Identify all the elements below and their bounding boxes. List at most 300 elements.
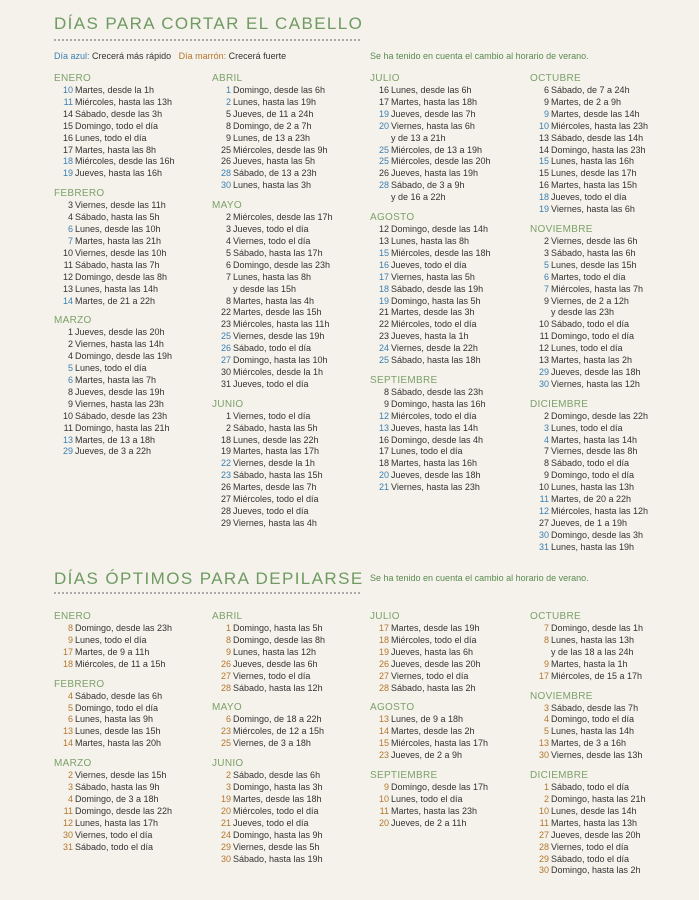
- entry-text: Jueves, hasta las 19h: [391, 168, 479, 179]
- month-heading: MARZO: [54, 315, 92, 327]
- calendar-entry: [54, 85, 214, 97]
- entry-text: Lunes, hasta las 13h: [551, 634, 635, 645]
- day-number: 9: [225, 132, 231, 143]
- month-heading: ABRIL: [212, 73, 243, 84]
- calendar-entry: [54, 782, 214, 794]
- day-number: 3: [225, 224, 231, 235]
- calendar-entry: [530, 168, 690, 180]
- day-number: 8: [67, 386, 73, 397]
- entry-text: Martes, de 2 a 9h: [551, 96, 622, 107]
- month-heading: SEPTIEMBRE: [370, 374, 438, 386]
- entry-text: Domingo, hasta las 21h: [551, 793, 646, 804]
- entry-text: Viernes, todo el día: [391, 670, 469, 681]
- day-number: 26: [220, 482, 231, 493]
- calendar-entry: [212, 423, 372, 435]
- calendar-entry: [54, 659, 214, 671]
- entry-text: Domingo, hasta las 10h: [233, 355, 328, 366]
- calendar-entry: [530, 145, 690, 157]
- day-number: 10: [538, 319, 549, 330]
- day-number: 22: [220, 307, 231, 318]
- month-heading: FEBRERO: [54, 188, 105, 200]
- calendar-entry: [212, 168, 372, 180]
- entry-text: Lunes, desde las 15h: [75, 726, 161, 737]
- entry-text: Jueves, todo el día: [233, 378, 309, 389]
- calendar-entry: [212, 794, 372, 806]
- entry-text: Lunes, todo el día: [75, 363, 147, 374]
- entry-text: Lunes, todo el día: [75, 634, 147, 645]
- day-number: 19: [220, 793, 231, 804]
- entry-text: Martes, de 9 a 11h: [75, 646, 150, 657]
- calendar-entry: [530, 482, 690, 494]
- month-heading: MAYO: [212, 702, 242, 714]
- calendar-entry: [370, 355, 530, 367]
- section1-column-3: [370, 73, 530, 494]
- calendar-entry: [530, 703, 690, 715]
- day-number: 27: [220, 355, 231, 366]
- day-number: 13: [62, 726, 73, 737]
- entry-text: Martes, hasta las 21h: [75, 235, 162, 246]
- day-number: 2: [67, 770, 73, 781]
- calendar-entry: [530, 331, 690, 343]
- entry-text: Viernes, todo el día: [233, 670, 311, 681]
- entry-text: Miércoles, hasta las 17h: [391, 738, 489, 749]
- calendar-entry: [370, 248, 530, 260]
- day-number: 4: [67, 690, 73, 701]
- entry-text: Miércoles, desde las 9h: [233, 144, 328, 155]
- day-number: 1: [225, 410, 231, 421]
- day-number: 30: [538, 865, 549, 876]
- entry-text: Sábado, hasta las 18h: [391, 355, 481, 366]
- day-number: 30: [538, 750, 549, 761]
- day-number: 23: [378, 750, 389, 761]
- day-number: 25: [220, 738, 231, 749]
- calendar-entry: [530, 659, 690, 671]
- calendar-entry: [530, 411, 690, 423]
- entry-text: Domingo, hasta las 5h: [233, 623, 323, 633]
- calendar-entry: [212, 379, 372, 391]
- entry-text: Domingo, de 3 a 18h: [75, 793, 159, 804]
- calendar-entry: [370, 806, 530, 818]
- day-number: 5: [543, 726, 549, 737]
- calendar-entry: [370, 818, 530, 830]
- day-number: 13: [538, 132, 549, 143]
- entry-text: Lunes, de 13 a 23h: [233, 132, 311, 143]
- entry-text: Domingo, de 2 a 7h: [233, 120, 312, 131]
- calendar-entry: [530, 133, 690, 145]
- entry-text: Jueves, desde las 7h: [391, 108, 476, 119]
- entry-text: Domingo, hasta las 23h: [551, 144, 646, 155]
- calendar-entry: [530, 260, 690, 272]
- entry-text: Sábado, hasta las 12h: [233, 682, 323, 693]
- month-heading: MAYO: [212, 200, 242, 212]
- day-number: 31: [62, 841, 73, 852]
- calendar-entry: [370, 635, 530, 647]
- calendar-entry: [212, 446, 372, 458]
- calendar-entry: [370, 482, 530, 494]
- day-number: 6: [543, 271, 549, 282]
- entry-text: Viernes, desde la 1h: [233, 458, 315, 469]
- entry-text: Sábado, desde las 23h: [391, 386, 484, 397]
- calendar-entry: [54, 842, 214, 854]
- calendar-entry: [54, 703, 214, 715]
- day-number: 11: [63, 96, 73, 107]
- entry-text: Miércoles, de 15 a 17h: [551, 670, 643, 681]
- day-number: 29: [220, 517, 231, 528]
- day-number: 7: [225, 271, 231, 282]
- entry-text: Domingo, desde las 6h: [233, 85, 326, 95]
- calendar-entry: [212, 260, 372, 272]
- day-number: 22: [220, 458, 231, 469]
- day-number: 6: [67, 224, 73, 235]
- entry-text: Martes, hasta las 8h: [75, 144, 157, 155]
- entry-text: Lunes, hasta las 19h: [233, 96, 317, 107]
- calendar-entry: [370, 331, 530, 343]
- calendar-entry: [54, 363, 214, 375]
- entry-text: Miércoles, desde las 16h: [75, 156, 175, 167]
- calendar-entry: [370, 260, 530, 272]
- day-number: 15: [538, 168, 549, 179]
- entry-text: Jueves, desde las 20h: [551, 829, 641, 840]
- calendar-entry: [530, 782, 690, 794]
- calendar-entry: [212, 782, 372, 794]
- month-heading: DICIEMBRE: [530, 770, 589, 782]
- calendar-entry: [54, 714, 214, 726]
- calendar-entry: [370, 272, 530, 284]
- calendar-entry: [54, 446, 214, 458]
- calendar-entry: [212, 319, 372, 331]
- calendar-entry: [212, 854, 372, 866]
- entry-text: y desde las 23h: [551, 307, 615, 318]
- calendar-entry: [530, 109, 690, 121]
- legend-brown-label: Día marrón:: [178, 51, 227, 61]
- month-heading: JUNIO: [212, 398, 244, 410]
- section1-note: Se ha tenido en cuenta el cambio al horario de verano.: [370, 51, 589, 61]
- month-heading: AGOSTO: [370, 702, 415, 714]
- entry-text: Martes, de 21 a 22h: [75, 295, 156, 306]
- day-number: 4: [543, 714, 549, 725]
- day-number: 25: [378, 355, 389, 366]
- entry-text: Miércoles, todo el día: [391, 410, 477, 421]
- day-number: 14: [62, 108, 73, 119]
- day-number: 13: [378, 235, 389, 246]
- calendar-entry: [212, 671, 372, 683]
- entry-text: Martes, hasta las 23h: [391, 805, 478, 816]
- day-number: 9: [543, 470, 549, 481]
- day-number: 4: [225, 235, 231, 246]
- day-number: 18: [220, 434, 231, 445]
- month-heading: ENERO: [54, 73, 92, 84]
- calendar-entry: [370, 750, 530, 762]
- day-number: 5: [67, 702, 73, 713]
- entry-text: Viernes, desde las 10h: [75, 247, 167, 258]
- calendar-entry: [370, 284, 530, 296]
- day-number: 11: [539, 817, 549, 828]
- day-number: 9: [543, 295, 549, 306]
- calendar-entry: [212, 156, 372, 168]
- calendar-entry: [530, 854, 690, 866]
- calendar-entry: [370, 307, 530, 319]
- day-number: 28: [220, 168, 231, 179]
- calendar-entry: [54, 97, 214, 109]
- day-number: 2: [543, 410, 549, 421]
- day-number: 25: [220, 144, 231, 155]
- calendar-entry: [370, 156, 530, 168]
- calendar-entry: [370, 97, 530, 109]
- day-number: 1: [543, 782, 549, 793]
- day-number: 6: [543, 85, 549, 95]
- day-number: 2: [543, 793, 549, 804]
- day-number: 19: [378, 295, 389, 306]
- day-number: 28: [538, 841, 549, 852]
- entry-text: Sábado, desde las 6h: [75, 690, 163, 701]
- day-number: 5: [225, 108, 231, 119]
- entry-text: Jueves, desde las 18h: [391, 470, 481, 481]
- calendar-entry: [54, 691, 214, 703]
- calendar-entry: [530, 379, 690, 391]
- calendar-entry: [212, 296, 372, 308]
- day-number: 18: [62, 658, 73, 669]
- day-number: 11: [379, 805, 389, 816]
- entry-text: Martes, desde las 14h: [551, 108, 640, 119]
- month-heading: ENERO: [54, 611, 92, 622]
- entry-text: Viernes, hasta las 23h: [75, 398, 164, 409]
- calendar-entry: [530, 542, 690, 554]
- day-number: 8: [543, 458, 549, 469]
- day-number: 20: [220, 805, 231, 816]
- day-number: 27: [538, 829, 549, 840]
- entry-text: Lunes, de 9 a 18h: [391, 714, 464, 725]
- entry-text: Sábado, hasta las 5h: [75, 212, 160, 223]
- entry-text: Sábado, desde las 6h: [233, 770, 321, 781]
- day-number: 23: [220, 470, 231, 481]
- calendar-entry: [212, 683, 372, 695]
- calendar-entry: [530, 842, 690, 854]
- calendar-entry: [530, 806, 690, 818]
- day-number: 13: [538, 738, 549, 749]
- entry-text: Domingo, desde las 23h: [75, 623, 173, 633]
- day-number: 28: [220, 506, 231, 516]
- calendar-entry: [54, 168, 214, 180]
- day-number: 3: [67, 200, 73, 211]
- entry-text: Jueves, de 2 a 11h: [391, 817, 467, 828]
- entry-text: Domingo, todo el día: [551, 470, 635, 481]
- month-heading: DICIEMBRE: [530, 398, 589, 410]
- calendar-entry: [212, 458, 372, 470]
- entry-text: Jueves, desde las 20h: [75, 327, 165, 338]
- entry-text: Lunes, desde las 10h: [75, 224, 161, 235]
- entry-text: Viernes, todo el día: [233, 410, 311, 421]
- calendar-entry: [212, 726, 372, 738]
- calendar-entry: [370, 296, 530, 308]
- calendar-entry: [370, 714, 530, 726]
- day-number: 21: [220, 817, 231, 828]
- day-number: 6: [67, 714, 73, 725]
- entry-text: Martes, hasta las 14h: [551, 434, 638, 445]
- entry-text: Sábado, todo el día: [551, 319, 630, 330]
- entry-text: Lunes, hasta las 19h: [551, 541, 635, 552]
- calendar-entry: [54, 794, 214, 806]
- day-number: 29: [538, 366, 549, 377]
- entry-text: Viernes, desde las 15h: [75, 770, 167, 781]
- calendar-entry: [212, 133, 372, 145]
- entry-text: Martes, desde la 1h: [75, 85, 155, 95]
- day-number: 15: [538, 156, 549, 167]
- calendar-entry: [370, 458, 530, 470]
- calendar-entry: [370, 435, 530, 447]
- month-heading: JULIO: [370, 73, 400, 84]
- calendar-entry: [212, 284, 372, 296]
- entry-text: Domingo, desde las 8h: [75, 271, 168, 282]
- calendar-entry: [54, 339, 214, 351]
- entry-text: Miércoles, desde las 17h: [233, 212, 333, 223]
- section2-divider: [54, 592, 360, 594]
- entry-text: Sábado, desde las 23h: [75, 410, 168, 421]
- day-number: 28: [378, 180, 389, 191]
- day-number: 12: [378, 410, 389, 421]
- entry-text: Martes, hasta las 18h: [391, 96, 478, 107]
- entry-text: Jueves, todo el día: [551, 192, 627, 203]
- day-number: 27: [378, 670, 389, 681]
- day-number: 17: [378, 446, 389, 457]
- entry-text: Sábado, todo el día: [551, 782, 630, 793]
- entry-text: Martes, hasta las 15h: [551, 180, 638, 191]
- month-heading: OCTUBRE: [530, 611, 581, 622]
- month-heading: JUNIO: [212, 758, 244, 770]
- calendar-entry: [530, 435, 690, 447]
- day-number: 1: [225, 623, 231, 633]
- day-number: 4: [543, 434, 549, 445]
- calendar-entry: [212, 482, 372, 494]
- day-number: 14: [538, 144, 549, 155]
- entry-text: Jueves, desde las 20h: [391, 658, 481, 669]
- day-number: 16: [378, 434, 389, 445]
- day-number: 30: [538, 529, 549, 540]
- month-heading: AGOSTO: [370, 212, 415, 224]
- entry-text: Jueves, todo el día: [233, 506, 309, 516]
- section1-divider: [54, 39, 360, 41]
- calendar-entry: [370, 794, 530, 806]
- day-number: 19: [220, 446, 231, 457]
- section2-column-1: [54, 611, 214, 854]
- day-number: 24: [378, 343, 389, 354]
- entry-text: Miércoles, todo el día: [391, 319, 477, 330]
- day-number: 2: [225, 96, 231, 107]
- calendar-entry: [370, 659, 530, 671]
- day-number: 5: [543, 259, 549, 270]
- month-heading: JULIO: [370, 611, 400, 622]
- entry-text: Lunes, hasta las 13h: [551, 482, 635, 493]
- day-number: 7: [543, 446, 549, 457]
- calendar-entry: [530, 284, 690, 296]
- day-number: 9: [383, 782, 389, 793]
- day-number: 19: [62, 168, 73, 179]
- calendar-entry: [212, 212, 372, 224]
- day-number: 8: [543, 634, 549, 645]
- entry-text: Lunes, hasta las 8h: [391, 235, 470, 246]
- day-number: 10: [538, 482, 549, 493]
- calendar-entry: [370, 109, 530, 121]
- entry-text: Domingo, desde las 14h: [391, 224, 489, 235]
- day-number: 11: [63, 805, 73, 816]
- entry-text: Domingo, desde las 23h: [233, 259, 331, 270]
- calendar-entry: [54, 272, 214, 284]
- entry-text: Jueves, hasta las 5h: [233, 156, 316, 167]
- calendar-entry: [212, 224, 372, 236]
- day-number: 26: [378, 168, 389, 179]
- day-number: 15: [378, 247, 389, 258]
- day-number: 8: [225, 120, 231, 131]
- calendar-entry: [530, 818, 690, 830]
- calendar-entry: [370, 145, 530, 157]
- day-number: 12: [62, 271, 73, 282]
- entry-text: Domingo, desde las 19h: [75, 351, 173, 362]
- entry-text: Miércoles, hasta las 23h: [551, 120, 649, 131]
- calendar-entry: [370, 683, 530, 695]
- day-number: 8: [67, 623, 73, 633]
- day-number: 15: [378, 738, 389, 749]
- calendar-entry: [212, 121, 372, 133]
- entry-text: Jueves, desde las 18h: [551, 366, 641, 377]
- day-number: 19: [378, 646, 389, 657]
- day-number: 28: [220, 682, 231, 693]
- legend-blue-text: Crecerá más rápido: [92, 51, 172, 61]
- entry-text: Lunes, desde las 14h: [551, 805, 637, 816]
- legend-blue-label: Día azul:: [54, 51, 90, 61]
- day-number: 4: [67, 793, 73, 804]
- calendar-entry: [530, 506, 690, 518]
- day-number: 26: [220, 658, 231, 669]
- calendar-entry: [212, 506, 372, 518]
- calendar-entry: [530, 204, 690, 216]
- calendar-entry: [54, 623, 214, 635]
- entry-text: Viernes, hasta las 12h: [551, 378, 640, 389]
- day-number: 6: [225, 259, 231, 270]
- entry-text: Jueves, desde las 6h: [233, 658, 318, 669]
- day-number: 7: [67, 235, 73, 246]
- calendar-entry: [212, 518, 372, 530]
- calendar-entry: [54, 726, 214, 738]
- calendar-entry: [370, 411, 530, 423]
- calendar-entry: [530, 635, 690, 647]
- entry-text: Martes, hasta las 7h: [75, 375, 157, 386]
- entry-text: Miércoles, todo el día: [391, 634, 477, 645]
- day-number: 3: [543, 702, 549, 713]
- entry-text: Domingo, desde las 17h: [391, 782, 489, 793]
- calendar-entry: [212, 272, 372, 284]
- entry-text: Martes, hasta las 2h: [551, 355, 633, 366]
- day-number: 8: [225, 634, 231, 645]
- calendar-entry: [370, 387, 530, 399]
- calendar-entry: [370, 319, 530, 331]
- day-number: 13: [378, 714, 389, 725]
- calendar-entry: [370, 623, 530, 635]
- day-number: 19: [378, 108, 389, 119]
- entry-text: Viernes, desde las 11h: [75, 200, 166, 211]
- calendar-entry: [54, 738, 214, 750]
- entry-text: Domingo, hasta las 5h: [391, 295, 481, 306]
- day-number: 30: [220, 366, 231, 377]
- calendar-entry: [370, 168, 530, 180]
- entry-text: Domingo, desde las 4h: [391, 434, 484, 445]
- day-number: 30: [62, 829, 73, 840]
- entry-text: Lunes, hasta las 3h: [233, 180, 312, 191]
- calendar-entry: [54, 224, 214, 236]
- calendar-entry: [530, 236, 690, 248]
- section1-column-1: [54, 73, 214, 458]
- calendar-entry: [530, 423, 690, 435]
- entry-text: Domingo, desde las 1h: [551, 623, 644, 633]
- entry-text: Martes, hasta las 16h: [391, 458, 478, 469]
